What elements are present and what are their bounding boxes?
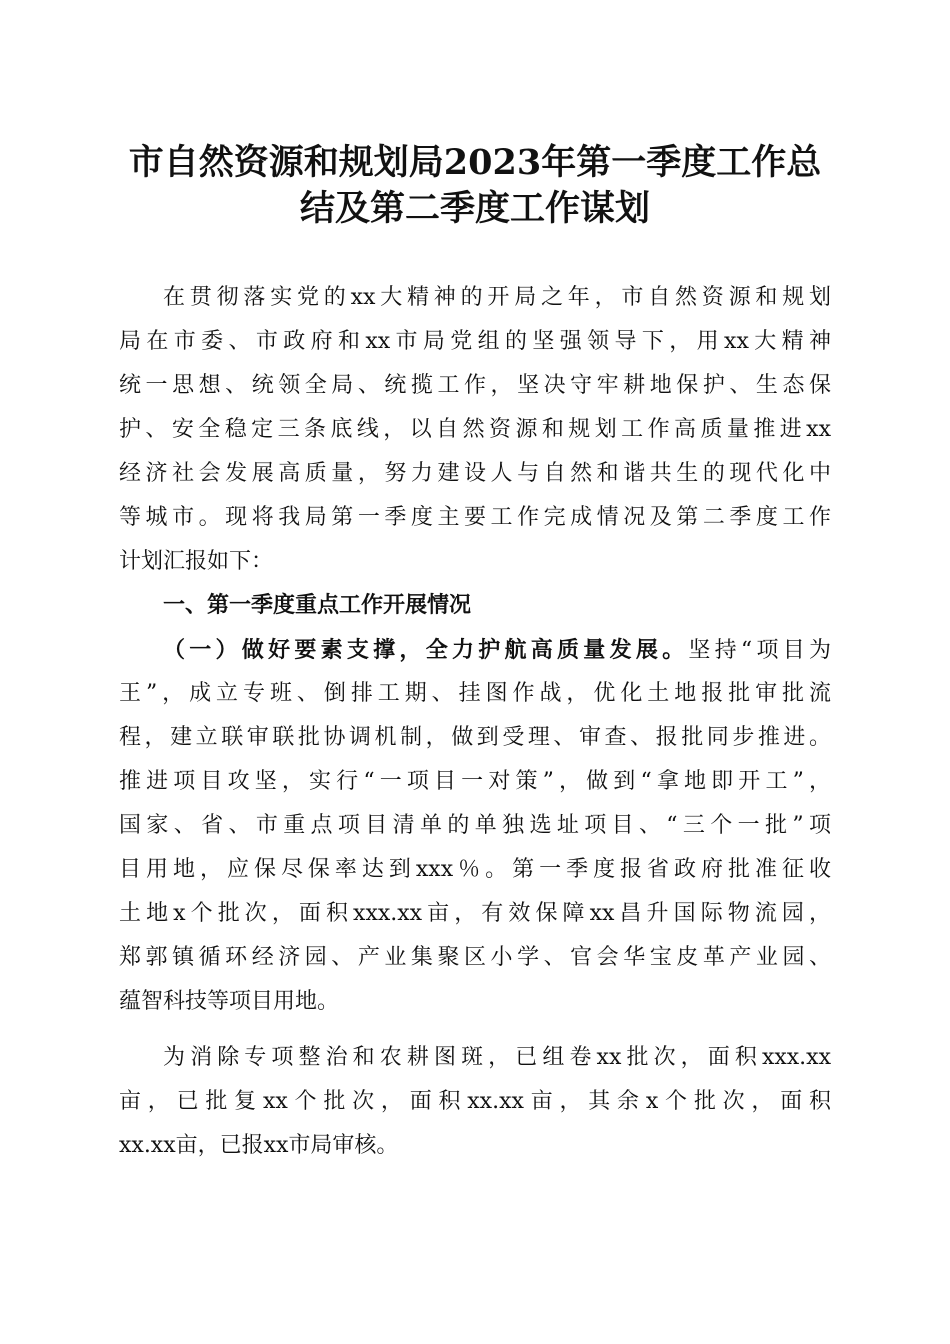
subsection-1-line-9: 蕴智科技等项目用地。 <box>119 989 340 1014</box>
subsection-1-first-line <box>163 628 831 672</box>
intro-line-3: 统一思想、统领全局、统揽工作，坚决守牢耕地保护、生态保 <box>119 373 831 398</box>
intro-line-5: 经济社会发展高质量，努力建设人与自然和谐共生的现代化中 <box>119 461 831 486</box>
paragraph-2-line-3: xx.xx亩，已报xx市局审核。 <box>119 1133 399 1158</box>
intro-line-2: 局在市委、市政府和xx市局党组的坚强领导下，用xx大精神 <box>119 329 831 354</box>
intro-line-4: 护、安全稳定三条底线，以自然资源和规划工作高质量推进xx <box>119 417 831 442</box>
subsection-1-line-5: 国家、省、市重点项目清单的单独选址项目、“三个一批”项 <box>119 813 831 838</box>
subsection-1-line-7: 土地x个批次，面积xxx.xx亩，有效保障xx昌升国际物流园， <box>119 901 831 926</box>
subsection-1-line-1: 坚持“项目为 <box>688 638 831 663</box>
subsection-1-line-4: 推进项目攻坚，实行“一项目一对策”，做到“拿地即开工”， <box>119 769 831 794</box>
paragraph-2-line-2: 亩，已批复xx个批次，面积xx.xx亩，其余x个批次，面积 <box>119 1089 831 1114</box>
intro-line-1: 在贯彻落实党的xx大精神的开局之年，市自然资源和规划 <box>163 285 831 310</box>
subsection-1-line-2: 王”，成立专班、倒排工期、挂图作战，优化土地报批审批流 <box>119 681 831 706</box>
document-title-line-2: 结及第二季度工作谋划 <box>299 188 650 229</box>
section-heading: 一、第一季度重点工作开展情况 <box>163 593 472 618</box>
document-title-line-1: 市自然资源和规划局2023年第一季度工作总 <box>128 142 822 183</box>
subsection-1-title: （一）做好要素支撑，全力护航高质量发展。 <box>163 637 689 663</box>
subsection-1-line-6: 目用地，应保尽保率达到xxx％。第一季度报省政府批准征收 <box>119 857 831 882</box>
intro-line-7: 计划汇报如下： <box>119 549 274 574</box>
subsection-1-line-8: 郑郭镇循环经济园、产业集聚区小学、官会华宝皮革产业园、 <box>119 945 831 970</box>
subsection-1-line-3: 程，建立联审联批协调机制，做到受理、审查、报批同步推进。 <box>119 725 831 750</box>
intro-line-6: 等城市。现将我局第一季度主要工作完成情况及第二季度工作 <box>119 505 831 530</box>
paragraph-2-line-1: 为消除专项整治和农耕图斑，已组卷xx批次，面积xxx.xx <box>163 1045 831 1070</box>
